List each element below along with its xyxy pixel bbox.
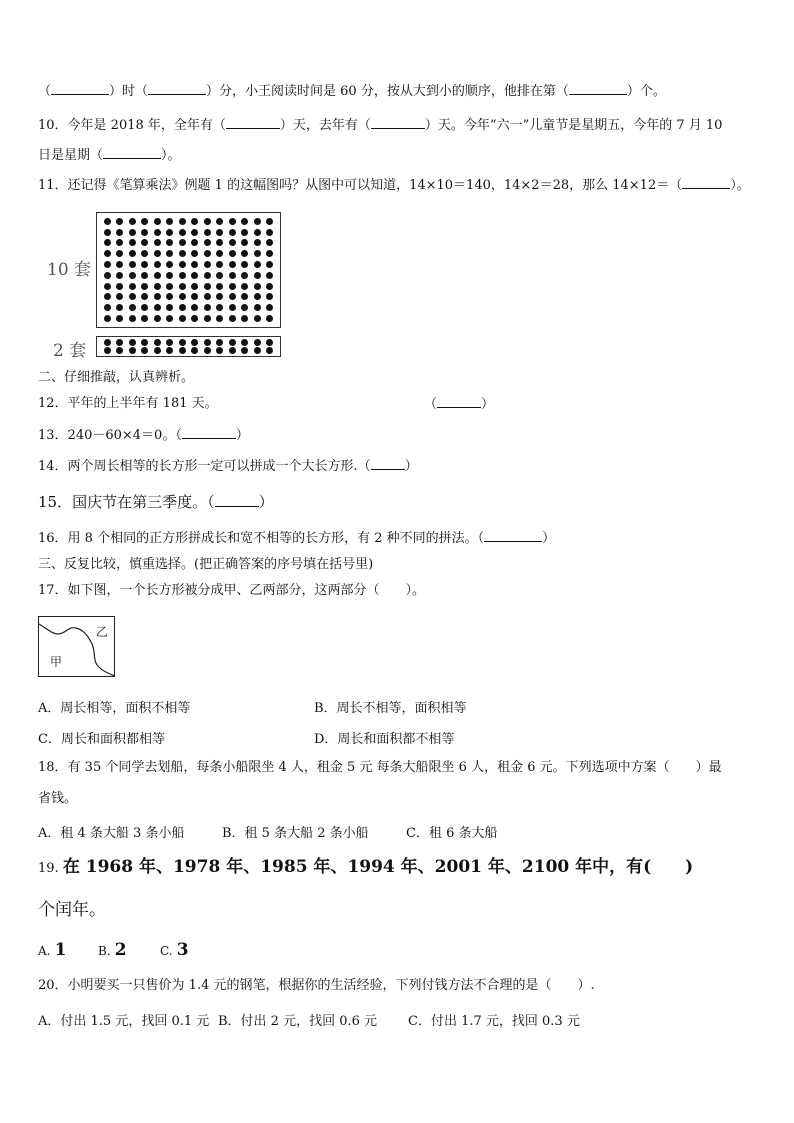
dot [191,339,198,346]
answer-blank[interactable] [371,117,425,129]
answer-blank[interactable] [226,117,280,129]
dot [204,261,211,268]
q17-option-b[interactable]: B．周长不相等，面积相等 [314,701,467,716]
dot [116,304,123,311]
dot [216,315,223,322]
dot [129,283,136,290]
dot [104,250,111,257]
dot [266,272,273,279]
dot [254,272,261,279]
q10-line2: 日是星期（ ）。 [38,148,181,163]
dot [216,239,223,246]
dot [241,304,248,311]
dot [116,283,123,290]
q17-option-a[interactable]: A．周长相等，面积不相等 [38,701,191,716]
dot [166,304,173,311]
dot [104,272,111,279]
dot [179,293,186,300]
dot [254,347,261,354]
dot [129,304,136,311]
q19-option-a[interactable]: A. 1 [38,940,67,960]
dot [166,250,173,257]
dot [141,283,148,290]
dot [229,239,236,246]
dot [191,272,198,279]
dot [204,315,211,322]
q19-line2: 个闰年。 [38,900,106,920]
q9-tail-line: （ ）时（ ）分，小王阅读时间是 60 分，按从大到小的顺序，他排在第（ ）个。 [38,84,666,99]
dot [204,229,211,236]
dot [241,283,248,290]
dot [179,229,186,236]
dot [166,239,173,246]
dot [129,250,136,257]
q19-option-c[interactable]: C. 3 [160,940,189,960]
answer-blank[interactable] [437,396,481,408]
q17-option-c[interactable]: C．周长和面积都相等 [38,732,165,747]
q20-option-c[interactable]: C．付出 1.7 元，找回 0.3 元 [408,1014,580,1029]
answer-blank[interactable] [484,530,542,542]
dot [154,315,161,322]
dot [191,347,198,354]
dot [154,272,161,279]
q19-line1: 19. 在 1968 年、1978 年、1985 年、1994 年、2001 年、2100 年中，有( ) [38,857,694,877]
dot [129,239,136,246]
dot [129,272,136,279]
q18-option-b[interactable]: B．租 5 条大船 2 条小船 [222,826,369,841]
dot [104,293,111,300]
dot [116,239,123,246]
dot [154,293,161,300]
dot [241,229,248,236]
dot [266,261,273,268]
dot [179,339,186,346]
dot [154,283,161,290]
q20-option-a[interactable]: A．付出 1.5 元，找回 0.1 元 [38,1014,210,1029]
q17-stem: 17．如下图，一个长方形被分成甲、乙两部分，这两部分（ ）。 [38,583,426,598]
q11-stem: 11．还记得《笔算乘法》例题 1 的这幅图吗？从图中可以知道，14×10＝140，14×2＝28，那么 14×12＝（ ）。 [38,178,750,193]
dot [116,250,123,257]
q18-line1: 18．有 35 个同学去划船，每条小船限坐 4 人，租金 5 元 每条大船限坐 6 人，租金 6 元。下列选项中方案（ ）最 [38,760,722,775]
dot [229,229,236,236]
dot [141,261,148,268]
answer-blank[interactable] [682,177,730,189]
q19-option-b[interactable]: B. 2 [98,940,127,960]
dot [241,261,248,268]
dot [241,315,248,322]
dot [191,293,198,300]
dot [241,293,248,300]
dot [116,347,123,354]
dot [104,218,111,225]
dot [254,339,261,346]
dot [141,229,148,236]
dot [166,272,173,279]
dot [141,339,148,346]
dot [216,283,223,290]
dot [241,218,248,225]
dot [154,250,161,257]
dot [116,218,123,225]
dot [116,261,123,268]
dot [254,250,261,257]
dot [266,315,273,322]
dot [266,304,273,311]
dot [154,261,161,268]
dot [241,347,248,354]
dot [154,304,161,311]
section-3-heading: 三、反复比较，慎重选择。(把正确答案的序号填在括号里) [38,557,374,572]
dot [104,339,111,346]
dot [129,261,136,268]
q18-option-a[interactable]: A．租 4 条大船 3 条小船 [38,826,185,841]
label-10-sets: 10 套 [47,260,92,280]
dot [191,218,198,225]
dot [129,293,136,300]
dot [216,261,223,268]
dot [191,315,198,322]
q15-line: 15．国庆节在第三季度。（ ） [38,493,274,511]
dot [166,218,173,225]
dot [266,218,273,225]
dot [204,218,211,225]
dot [191,283,198,290]
dot [179,218,186,225]
dot [254,293,261,300]
dot [254,283,261,290]
dot [179,315,186,322]
dot [104,239,111,246]
dot [204,272,211,279]
dot [166,315,173,322]
q12-line: 12．平年的上半年有 181 天。 [38,396,218,411]
answer-blank[interactable] [182,427,236,439]
dot [179,239,186,246]
q18-option-c[interactable]: C．租 6 条大船 [406,826,498,841]
label-2-sets: 2 套 [53,341,87,361]
dot [204,347,211,354]
dot [229,283,236,290]
dot [254,315,261,322]
answer-blank[interactable] [148,83,206,95]
dot [191,229,198,236]
q20-option-b[interactable]: B．付出 2 元，找回 0.6 元 [218,1014,378,1029]
dot [266,347,273,354]
section-2-heading: 二、仔细推敲，认真辨析。 [38,370,195,385]
dot [266,229,273,236]
dot [204,239,211,246]
dot [141,250,148,257]
dot [216,293,223,300]
dot [229,304,236,311]
answer-blank[interactable] [51,83,109,95]
dot [154,339,161,346]
dot [241,339,248,346]
dot [241,272,248,279]
dot [116,315,123,322]
dot-grid-10-sets [96,212,281,328]
dot [116,293,123,300]
dot [204,304,211,311]
dot [179,261,186,268]
q17-option-d[interactable]: D．周长和面积都不相等 [314,732,455,747]
dot [179,272,186,279]
dot [229,250,236,257]
dot [229,347,236,354]
answer-blank[interactable] [215,492,259,507]
split-rectangle-figure [38,616,116,678]
dot [104,261,111,268]
dot [129,315,136,322]
dot [191,261,198,268]
dot [166,339,173,346]
dot [254,218,261,225]
dot [204,339,211,346]
answer-blank[interactable] [103,147,161,159]
dot [216,229,223,236]
dot [104,229,111,236]
dot [216,347,223,354]
dot-grid-2-sets [96,336,281,357]
dot [204,250,211,257]
dot [141,347,148,354]
dot [216,272,223,279]
dot [104,283,111,290]
dot [204,283,211,290]
q10-line1: 10．今年是 2018 年，全年有（ ）天，去年有（ ）天。今年“六一”儿童节是星期五，今年的 7 月 10 [38,118,723,133]
dot [154,239,161,246]
dot [191,250,198,257]
dot [166,293,173,300]
dot [254,261,261,268]
dot [166,229,173,236]
dot [141,304,148,311]
dot [154,229,161,236]
dot [229,339,236,346]
dot [266,283,273,290]
dot [191,304,198,311]
label-jia: 甲 [50,655,63,669]
dot [216,250,223,257]
dot [254,304,261,311]
q18-line2: 省钱。 [38,791,78,806]
dot [104,304,111,311]
label-yi: 乙 [96,625,109,639]
dot [179,347,186,354]
dot [229,293,236,300]
dot [129,347,136,354]
dot [129,339,136,346]
dot [191,239,198,246]
answer-blank[interactable] [569,83,627,95]
dot [241,250,248,257]
q13-line: 13．240－60×4＝0。（ ） [38,428,249,443]
dot [216,218,223,225]
q12-answer: （ ） [424,397,495,412]
q14-line: 14．两个周长相等的长方形一定可以拼成一个大长方形.（ ） [38,459,418,474]
dot [154,347,161,354]
dot [216,339,223,346]
dot [116,339,123,346]
dot [266,293,273,300]
dot [179,250,186,257]
answer-blank[interactable] [371,458,405,470]
dot [166,347,173,354]
dot [141,293,148,300]
q16-line: 16．用 8 个相同的正方形拼成长和宽不相等的长方形，有 2 种不同的拼法。（ ） [38,531,556,546]
dot [154,218,161,225]
dot [104,315,111,322]
dot [166,261,173,268]
dot [229,315,236,322]
dot [116,229,123,236]
dot [179,304,186,311]
q20-stem: 20．小明要买一只售价为 1.4 元的钢笔，根据你的生活经验，下列付钱方法不合理的是（ ）. [38,978,595,993]
dot [216,304,223,311]
dot [266,339,273,346]
dot [229,218,236,225]
dot [129,229,136,236]
dot [229,261,236,268]
dot [266,239,273,246]
dot [179,283,186,290]
dot [254,239,261,246]
dot [141,315,148,322]
dot [141,218,148,225]
dot [204,293,211,300]
dot [241,239,248,246]
dot [129,218,136,225]
dot [166,283,173,290]
dot [141,272,148,279]
dot [254,229,261,236]
dot [229,272,236,279]
dot [266,250,273,257]
dot [141,239,148,246]
dot [104,347,111,354]
dot [116,272,123,279]
